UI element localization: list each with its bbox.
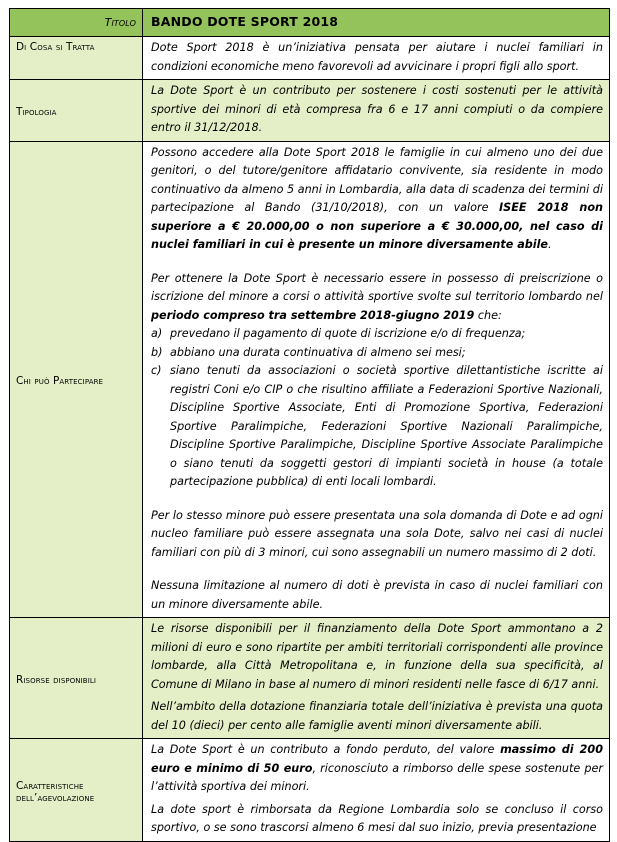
header-title: BANDO DOTE SPORT 2018 [143,9,610,37]
chi-paragraph-3: Per lo stesso minore può essere presentata una sola domanda di Dote e ad ogni nucleo familiare può essere assegnata una sola Dote, salvo nei casi di nuclei familiari con più di 3 minori, cui sono assegnabili un numero massimo di 2 doti. [151,508,603,559]
text-chi [143,141,610,618]
label-cosa: Di Cosa si Tratta [10,37,143,80]
list-item: a) prevedano il pagamento di quote di iscrizione e/o di frequenza; [151,327,526,340]
list-item: c) siano tenuti da associazioni o società sportive dilettantistiche iscritte ai registri Coni e/o CIP o che risultino affiliate a Federazioni Sportive Nazionali, Discipline Sportive Associate, Enti di Promozione Sportiva, Federazioni Sportive Paralimpiche, Federazioni Sportive Nazionali Paralimpiche, Discipline Sportive Paralimpiche, Discipline Sportive Associate Paralimpiche o siano tenuti da soggetti gestori di impianti società in house (a totale partecipazione pubblica) di enti locali lombardi. [151,364,603,488]
bando-info-table [9,8,610,842]
label-tipologia: Tipologia [10,80,143,142]
row-chi [10,141,610,618]
chi-paragraph-4: Nessuna limitazione al numero di doti è prevista in caso di nuclei familiari con un minore diversamente abile. [151,579,603,611]
table-header-row [10,9,610,37]
list-item: b) abbiano una durata continuativa di almeno sei mesi; [151,345,466,359]
text-risorse: Le risorse disponibili per il finanziamento della Dote Sport ammontano a 2 milioni di euro e sono ripartite per ambiti territoriali corrispondenti alle province lombarde, alla Città Metropolitana e, in funzione della sua specificità, al Comune di Milano in base al numero di minori residenti nelle fasce di 6/17 anni. Nell’ambito della dotazione finanziaria totale dell’iniziativa è prevista una quota del 10 (dieci) per cento alle famiglie aventi minori diversamente abili. [143,618,610,739]
label-chi: Chi può Partecipare [10,141,143,618]
label-risorse: Risorse disponibili [10,618,143,739]
chi-paragraph-2: Per ottenere la Dote Sport è necessario essere in possesso di preiscrizione o iscrizione del minore a corsi o attività sportive svolte sul territorio lombardo nel periodo compreso tra settembre 2018-giugno 2019 che: [151,271,603,322]
text-caratteristiche: La Dote Sport è un contributo a fondo perduto, del valore massimo di 200 euro e minimo di 50 euro, riconosciuto a rimborso delle spese sostenute per l’attività sportiva dei minori. La dote sport è rimborsata da Regione Lombardia solo se concluso il corso sportivo, o se sono trascorsi almeno 6 mesi dal suo inizio, previa presentazione [143,739,610,842]
header-label: Titolo [10,9,143,37]
label-caratteristiche: Caratteristiche dell’agevolazione [10,739,143,842]
row-tipologia [10,80,610,142]
text-tipologia: La Dote Sport è un contributo per sostenere i costi sostenuti per le attività sportive dei minori di età compresa fra 6 e 17 anni compiuti o da compiere entro il 31/12/2018. [143,80,610,142]
text-cosa: Dote Sport 2018 è un’iniziativa pensata per aiutare i nuclei familiari in condizioni economiche meno favorevoli ad avvicinare i propri figli allo sport. [143,37,610,80]
row-cosa [10,37,610,80]
row-risorse [10,618,610,739]
row-caratteristiche [10,739,610,842]
chi-paragraph-1: Possono accedere alla Dote Sport 2018 le famiglie in cui almeno uno dei due genitori, o del tutore/genitore affidatario convivente, sia residente in modo continuativo da almeno 5 anni in Lombardia, alla data di scadenza dei termini di partecipazione al Bando (31/10/2018), con un valore ISEE 2018 non superiore a € 20.000,00 o non superiore a € 30.000,00, nel caso di nuclei familiari in cui è presente un minore diversamente abile. [151,145,604,251]
